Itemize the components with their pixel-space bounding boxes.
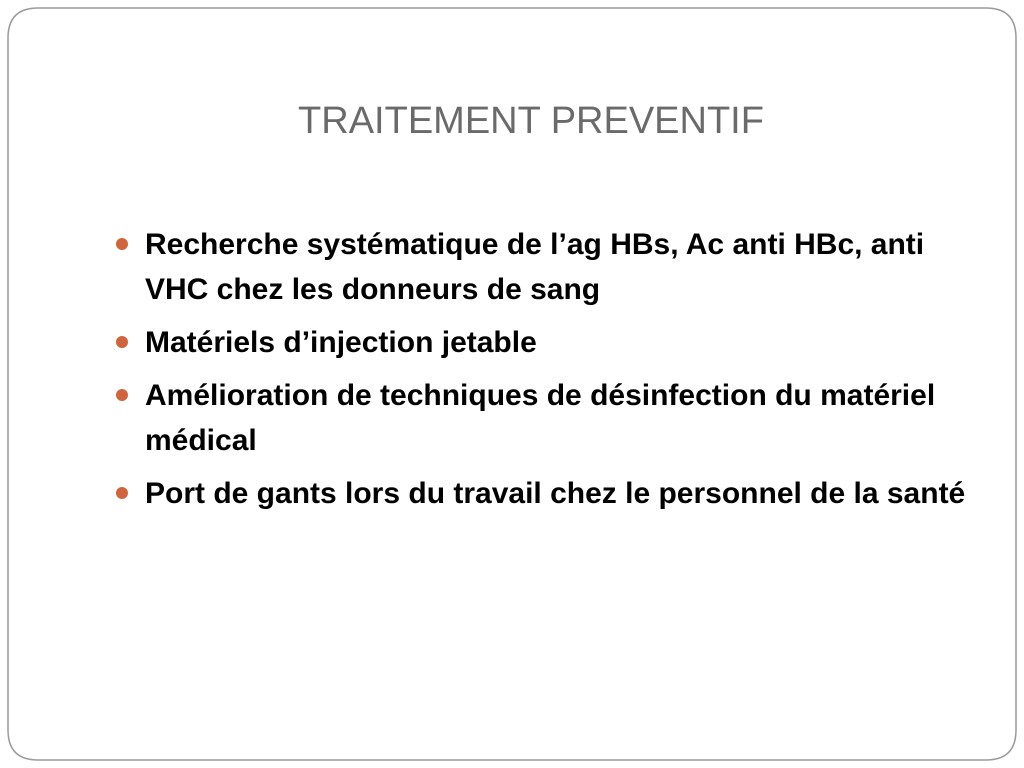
- bullet-text: Amélioration de techniques de désinfection du matériel médical: [145, 379, 936, 457]
- bullet-dot-icon: [116, 336, 128, 348]
- bullet-list: [110, 222, 980, 524]
- bullet-dot-icon: [116, 389, 128, 401]
- bullet-text: Matériels d’injection jetable: [145, 326, 537, 359]
- bullet-text: Recherche systématique de l’ag HBs, Ac anti HBc, anti VHC chez les donneurs de sang: [145, 228, 925, 306]
- bullet-text: Port de gants lors du travail chez le personnel de la santé: [145, 477, 966, 510]
- bullet-item-2: [110, 320, 980, 365]
- bullet-dot-icon: [116, 487, 128, 499]
- bullet-dot-icon: [116, 238, 128, 250]
- bullet-item-4: [110, 471, 980, 516]
- bullet-item-3: [110, 373, 980, 463]
- bullet-item-1: [110, 222, 980, 312]
- slide-title: TRAITEMENT PREVENTIF: [298, 100, 764, 142]
